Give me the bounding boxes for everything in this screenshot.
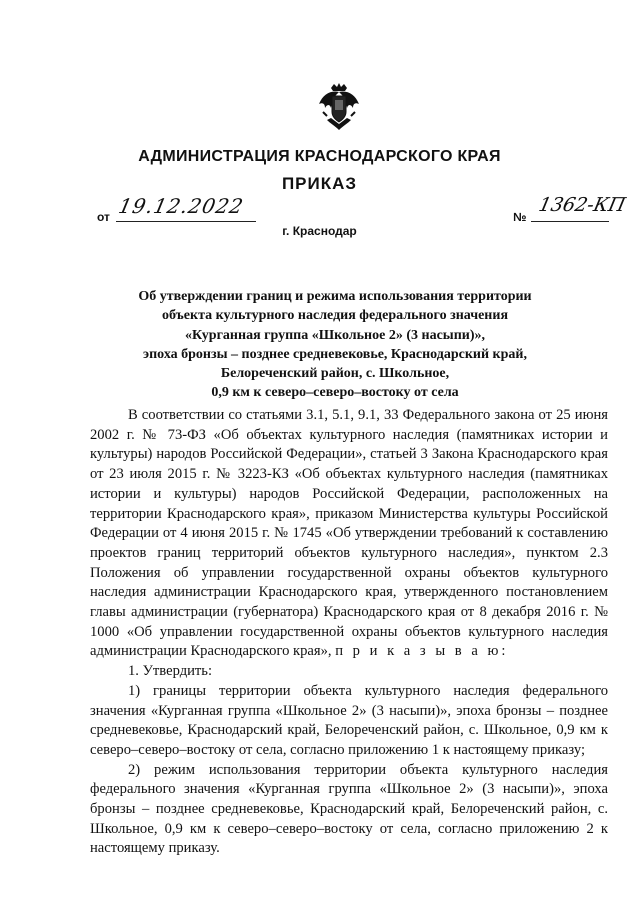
organization-title: АДМИНИСТРАЦИЯ КРАСНОДАРСКОГО КРАЯ — [138, 148, 501, 165]
title-line: Об утверждении границ и режима использования территории — [138, 289, 532, 304]
number-underline — [531, 221, 609, 222]
title-line: «Курганная группа «Школьное 2» (3 насыпи)», — [184, 327, 486, 343]
coat-of-arms-emblem — [317, 82, 361, 132]
document-body — [90, 406, 608, 859]
document-type: ПРИКАЗ — [281, 174, 358, 193]
date-underline — [116, 221, 256, 222]
handwritten-number: 1362-КП — [536, 194, 628, 216]
item-1-paragraph: 1. Утвердить: — [128, 663, 213, 680]
handwritten-date: 19.12.2022 — [116, 194, 247, 218]
document-title — [100, 287, 570, 403]
date-label: от — [97, 210, 110, 224]
city: г. Краснодар — [282, 224, 357, 238]
item-1-2-paragraph: 2) режим использования территории объекта культурного наследия федерального значения «Курганная группа «Школьное 2» (3 насыпи)», эпоха бронзы – позднее средневековье, Краснодарский край, Белореченский район, с. Школьное, 0,9 км к северо–северо–востоку от села, согласно приложению 2 к настоящему приказу. — [90, 761, 608, 857]
title-line: 0,9 км к северо–северо–востоку от села — [211, 385, 459, 401]
number-label: № — [513, 210, 527, 224]
preamble-paragraph — [90, 406, 608, 662]
item-1-1-paragraph: 1) границы территории объекта культурного наследия федерального значения «Курганная группа «Школьное 2» (3 насыпи)», эпоха бронзы – позднее средневековье, Краснодарский край, Белореченский район, с. Школьное, 0,9 км к северо–северо–востоку от села, согласно приложению 1 к настоящему приказу; — [90, 682, 608, 758]
title-line: Белореченский район, с. Школьное, — [220, 366, 450, 382]
title-line: объекта культурного наследия федерального значения — [161, 308, 509, 324]
preamble-text: В соответствии со статьями 3.1, 5.1, 9.1, 33 Федерального закона от 25 июня 2002 г. № 73-ФЗ «Об объектах культурного наследия (памятниках истории и культуры) народов Российской Федерации», статьей 3 Закона Краснодарского края от 23 июля 2015 г. № 3223-КЗ «Об объектах культурного наследия (памятниках истории и культуры) народов Российской Федерации, расположенных на территории Краснодарского края», приказом Министерства культуры Российской Федерации от 4 июня 2015 г. № 1745 «Об утверждении требований к составлению проектов границ территорий объектов культурного наследия», пунктом 2.3 Положения об управлении государственной охраны объектов культурного наследия администрации Краснодарского края, утвержденного постановлением главы администрации (губернатора) Краснодарского края от 8 декабря 2016 г. № 1000 «Об управлении государственной охраны объектов культурного наследия администрации Краснодарского края», — [90, 407, 608, 660]
title-line: эпоха бронзы – позднее средневековье, Краснодарский край, — [143, 346, 527, 362]
order-word: п р и к а з ы в а ю: — [335, 643, 509, 660]
